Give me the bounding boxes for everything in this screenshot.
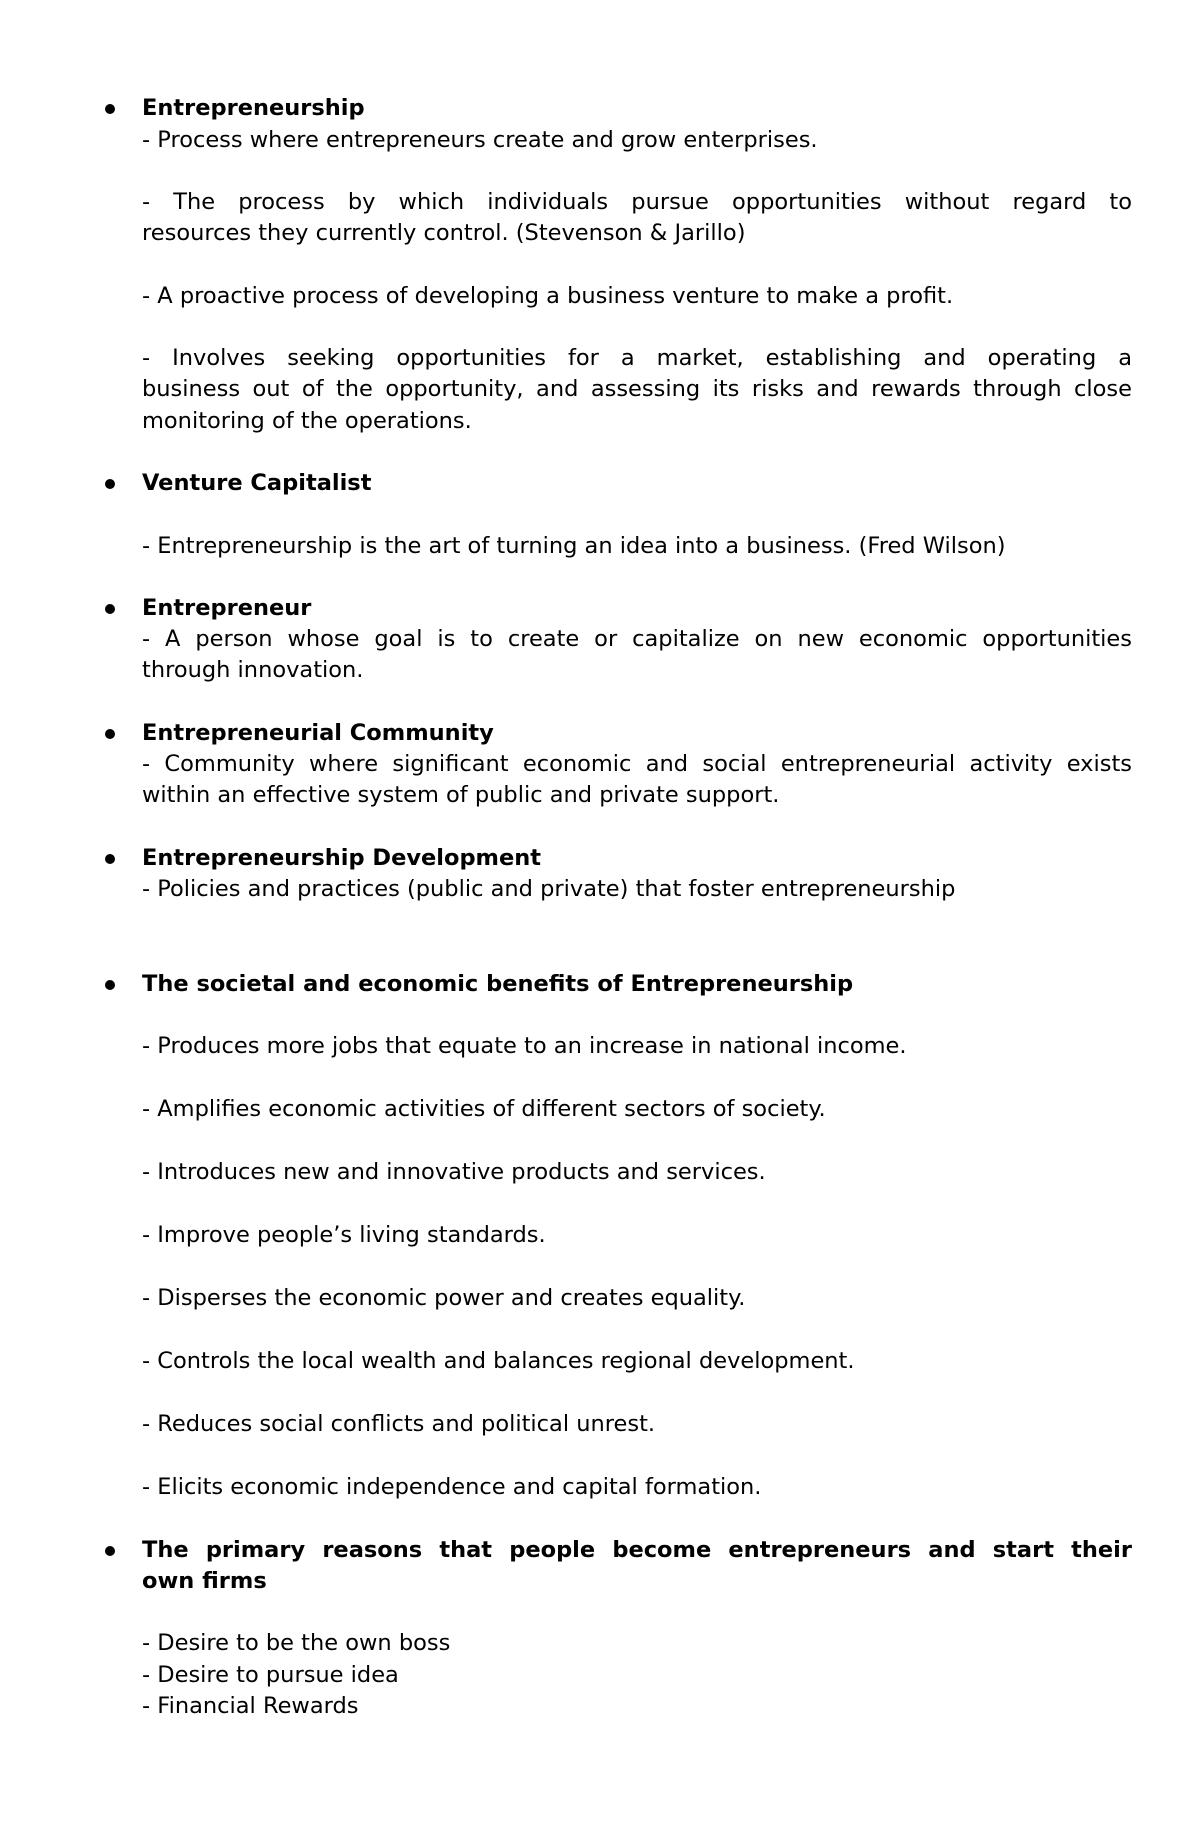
body-line: - Involves seeking opportunities for a market, establishing and operating a bbox=[142, 345, 1132, 371]
bullet-icon bbox=[105, 604, 115, 614]
section-heading: The primary reasons that people become entrepreneurs and start their bbox=[142, 1537, 1132, 1563]
section-heading: Entrepreneurial Community bbox=[142, 720, 494, 746]
section-heading: own firms bbox=[142, 1568, 267, 1594]
bullet-icon bbox=[105, 479, 115, 489]
body-line: - A person whose goal is to create or capitalize on new economic opportunities bbox=[142, 626, 1132, 652]
body-line: - Improve people’s living standards. bbox=[142, 1222, 546, 1248]
body-line: - Produces more jobs that equate to an increase in national income. bbox=[142, 1033, 907, 1059]
section-heading: Entrepreneurship bbox=[142, 95, 365, 121]
body-line: - Process where entrepreneurs create and grow enterprises. bbox=[142, 127, 818, 153]
bullet-icon bbox=[105, 980, 115, 990]
body-line: - Reduces social conflicts and political unrest. bbox=[142, 1411, 656, 1437]
body-line: - Desire to be the own boss bbox=[142, 1630, 451, 1656]
body-line: monitoring of the operations. bbox=[142, 408, 472, 434]
body-line: - Disperses the economic power and creates equality. bbox=[142, 1285, 746, 1311]
body-line: - Entrepreneurship is the art of turning an idea into a business. (Fred Wilson) bbox=[142, 533, 1006, 559]
body-line: - Amplifies economic activities of different sectors of society. bbox=[142, 1096, 826, 1122]
body-line: through innovation. bbox=[142, 657, 364, 683]
section-heading: Venture Capitalist bbox=[142, 470, 372, 496]
section-heading: The societal and economic benefits of Entrepreneurship bbox=[142, 971, 854, 997]
section-heading: Entrepreneur bbox=[142, 595, 312, 621]
bullet-icon bbox=[105, 104, 115, 114]
body-line: - Policies and practices (public and private) that foster entrepreneurship bbox=[142, 876, 956, 902]
bullet-icon bbox=[105, 854, 115, 864]
section-heading: Entrepreneurship Development bbox=[142, 845, 542, 871]
body-line: resources they currently control. (Stevenson & Jarillo) bbox=[142, 220, 746, 246]
body-line: - The process by which individuals pursue opportunities without regard to bbox=[142, 189, 1132, 215]
body-line: business out of the opportunity, and assessing its risks and rewards through close bbox=[142, 376, 1132, 402]
body-line: - Introduces new and innovative products and services. bbox=[142, 1159, 766, 1185]
body-line: - Elicits economic independence and capital formation. bbox=[142, 1474, 762, 1500]
body-line: - Community where significant economic and social entrepreneurial activity exists bbox=[142, 751, 1132, 777]
bullet-icon bbox=[105, 729, 115, 739]
body-line: - Desire to pursue idea bbox=[142, 1662, 399, 1688]
body-line: - A proactive process of developing a business venture to make a profit. bbox=[142, 283, 954, 309]
body-line: - Financial Rewards bbox=[142, 1693, 359, 1719]
body-line: within an effective system of public and private support. bbox=[142, 782, 780, 808]
bullet-icon bbox=[105, 1546, 115, 1556]
body-line: - Controls the local wealth and balances regional development. bbox=[142, 1348, 855, 1374]
